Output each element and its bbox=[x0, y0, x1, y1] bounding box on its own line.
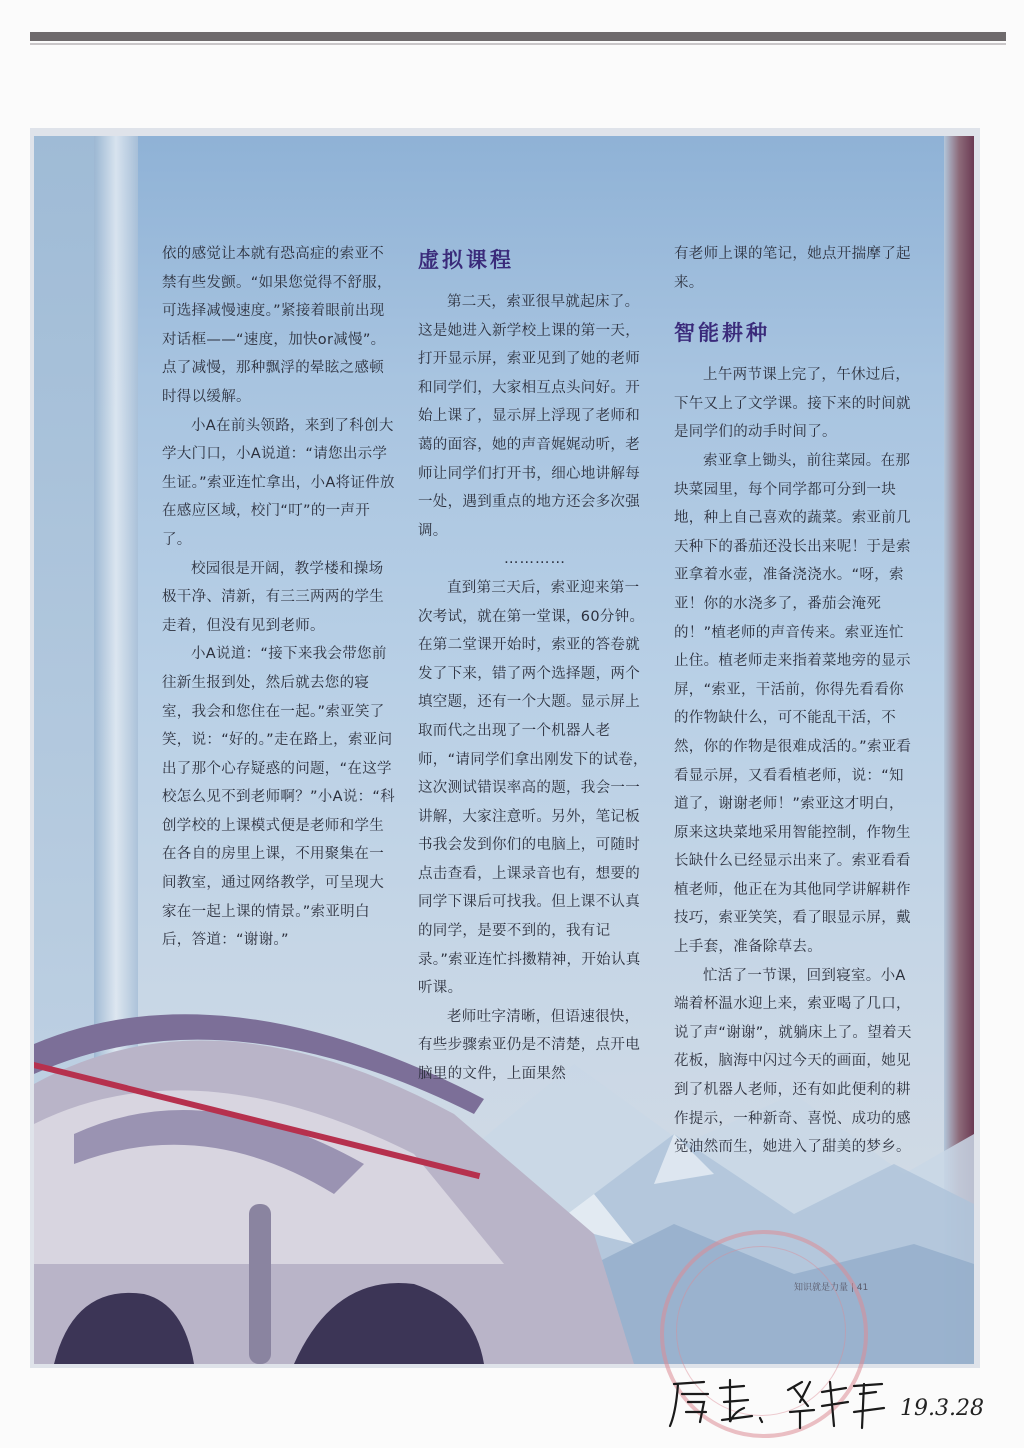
handwritten-signature-1 bbox=[664, 1372, 774, 1432]
magazine-page bbox=[34, 136, 974, 1364]
scan-top-bar bbox=[30, 32, 1006, 41]
paragraph: 上午两节课上完了，午休过后，下午又上了文学课。接下来的时间就是同学们的动手时间了。 bbox=[674, 367, 911, 441]
section-heading: 虚拟课程 bbox=[418, 248, 514, 272]
paragraph: 有老师上课的笔记，她点开揣摩了起来。 bbox=[674, 246, 911, 291]
paragraph: 校园很是开阔，教学楼和操场极干净、清新，有三三两两的学生走着，但没有见到老师。 bbox=[162, 560, 384, 634]
paragraph: 依的感觉让本就有恐高症的索亚不禁有些发颤。“如果您觉得不舒服，可选择减慢速度。”紧接着眼前出现对话框——“速度，加快or减慢”。点了减慢，那种飘浮的晕眩之感顿时得以缓解。 bbox=[162, 246, 392, 405]
handwritten-date: 19.3.28 bbox=[900, 1396, 984, 1421]
section-separator: ………… bbox=[504, 551, 566, 568]
paragraph: 老师吐字清晰，但语速很快，有些步骤索亚仍是不清楚，点开电脑里的文件，上面果然 bbox=[418, 1008, 640, 1083]
text-column-1 bbox=[162, 240, 396, 955]
scan-top-line bbox=[30, 43, 1006, 45]
page-number: 知识就是力量 | 41 bbox=[794, 1283, 869, 1293]
paragraph: 第二天，索亚很早就起床了。这是她进入新学校上课的第一天，打开显示屏，索亚见到了她的老师和同学们，大家相互点头问好。开始上课了，显示屏上浮现了老师和蔼的面容，她的声音娓娓动听，老师让同学们打开书，细心地讲解每一处，遇到重点的地方还会多次强调。 bbox=[418, 294, 640, 539]
paragraph: 索亚拿上锄头，前往菜园。在那块菜园里，每个同学都可分到一块地，种上自己喜欢的蔬菜。索亚前几天种下的番茄还没长出来呢！于是索亚拿着水壶，准备浇浇水。“呀，索亚！你的水浇多了，番茄会淹死的！”植老师的声音传来。索亚连忙止住。植老师走来指着菜地旁的显示屏，“索亚，干活前，你得先看看你的作物缺什么，可不能乱干活，不然，你的作物是很难成活的。”索亚看看显示屏，又看看植老师，说：“知道了，谢谢老师！”索亚这才明白，原来这块菜地采用智能控制，作物生长缺什么已经显示出来了。索亚看看植老师，他正在为其他同学讲解耕作技巧，索亚笑笑，看了眼显示屏，戴上手套，准备除草去。 bbox=[674, 452, 912, 956]
paragraph: 直到第三天后，索亚迎来第一次考试，就在第一堂课，60分钟。在第二堂课开始时，索亚的答卷就发了下来，错了两个选择题，两个填空题，还有一个大题。显示屏上取而代之出现了一个机器人老师，“请同学们拿出刚发下的试卷，这次测试错误率高的题，我会一一讲解，大家注意听。另外，笔记板书我会发到你们的电脑上，可随时点击查看，上课录音也有，想要的同学下课后可找我。但上课不认真的同学，是要不到的，我有记录。”索亚连忙抖擞精神，开始认真听课。 bbox=[418, 579, 648, 997]
paragraph: 忙活了一节课，回到寝室。小A端着杯温水迎上来，索亚喝了几口，说了声“谢谢”，就躺床上了。望着天花板，脑海中闪过今天的画面，她见到了机器人老师，还有如此便利的耕作提示，一种新奇、喜悦、成功的感觉油然而生，她进入了甜美的梦乡。 bbox=[674, 967, 912, 1156]
section-heading: 智能耕种 bbox=[674, 321, 770, 346]
handwritten-signature-2 bbox=[780, 1372, 890, 1432]
paragraph: 小A说道：“接下来我会带您前往新生报到处，然后就去您的寝室，我会和您住在一起。”索亚笑了笑，说：“好的。”走在路上，索亚问出了那个心存疑惑的问题，“在这学校怎么见不到老师啊？”小A说：“科创学校的上课模式便是老师和学生在各自的房里上课，不用聚集在一间教室，通过网络教学，可呈现大家在一起上课的情景。”索亚明白后，答道：“谢谢。” bbox=[162, 646, 396, 949]
text-column-2 bbox=[418, 240, 652, 1089]
text-column-3 bbox=[674, 240, 914, 1162]
paragraph: 小A在前头领路，来到了科创大学大门口，小A说道：“请您出示学生证。”索亚连忙拿出，小A将证件放在感应区域，校门“叮”的一声开了。 bbox=[162, 417, 395, 548]
